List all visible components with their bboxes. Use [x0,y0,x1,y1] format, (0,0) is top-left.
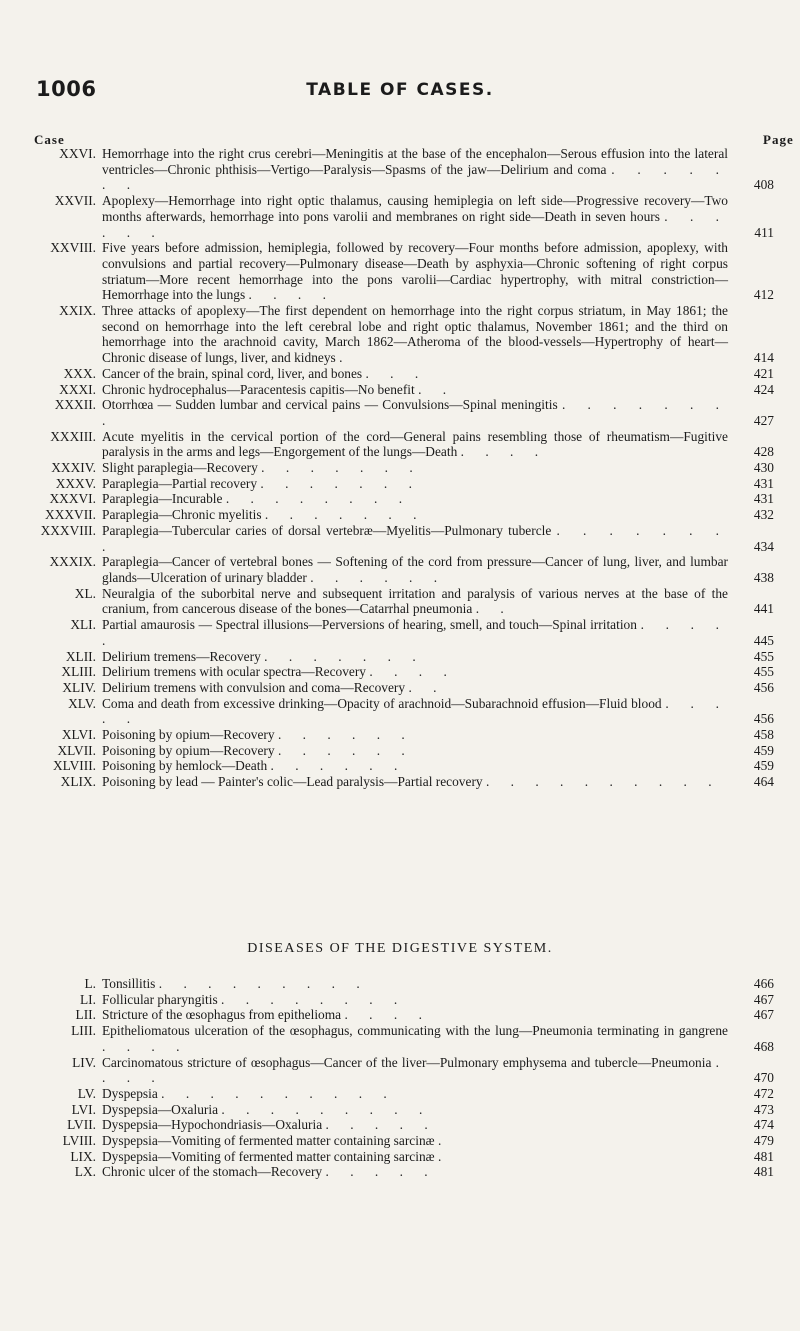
case-number: LVIII. [62,1133,96,1149]
dot-leader: . . . . . . . . [102,397,728,428]
page-column-label: Page [763,132,794,147]
case-text: Epitheliomatous ulceration of the œsophagus, communicating with the lung—Pneumonia terminating in gangrene [102,1023,728,1039]
case-entry [0,586,800,617]
dot-leader: . . . . . . . [264,507,426,523]
dot-leader: . [339,350,352,366]
case-number: LII. [75,1007,96,1023]
case-entry [0,1055,800,1086]
case-number: XLIII. [61,664,96,680]
case-entry [0,743,800,759]
case-text: Acute myelitis in the cervical portion of the cord—General pains resembling those of rheumatism—Fugitive paralysis in the arms and legs—Engorgement of the lungs—Death [102,428,728,460]
case-entry [0,429,800,460]
dot-leader: . . . . . . . [260,475,421,491]
case-column-label: Case [34,132,65,147]
case-entry [0,491,800,507]
dot-leader: . . . . . . . [264,648,425,664]
case-description [102,1117,728,1133]
case-description [102,743,728,759]
case-entry [0,1149,800,1165]
page-number: 1006 [36,77,97,101]
case-page-number: 464 [753,774,774,790]
dot-leader: . . . . . . . . [225,491,412,507]
case-description [102,992,728,1008]
case-text: Dyspepsia—Vomiting of fermented matter containing sarcinæ [102,1148,435,1164]
case-page-number: 459 [753,742,774,758]
case-description [102,366,728,382]
case-text: Three attacks of apoplexy—The first dependent on hemorrhage into the right corpus striatum, in May 1861; the second on hemorrhage into the left cerebral lobe and right optic thalamus, November 1861; and the third on hemorrhage into the arachnoid cavity, March 1862—Atheroma of the blood-vessels—Hypertrophy of heart—Chronic disease of lungs, liver, and kidneys [102,303,728,366]
case-number: XXXV. [55,475,96,491]
case-page-number: 438 [753,569,774,585]
dot-leader: . . . . . [325,1164,437,1180]
case-page-number: 432 [753,507,774,523]
case-description [102,617,728,648]
case-page-number: 428 [753,444,774,460]
case-description [102,507,728,523]
case-page-number: 455 [753,648,774,664]
case-text: Poisoning by opium—Recovery [102,742,275,758]
case-page-number: 445 [753,632,774,648]
case-entry [0,397,800,428]
case-entry [0,1133,800,1149]
case-entry [0,1023,800,1054]
case-description [102,1007,728,1023]
case-text: Otorrhœa — Sudden lumbar and cervical pains — Convulsions—Spinal meningitis [102,397,558,413]
case-description [102,758,728,774]
dot-leader: . . . . [369,664,456,680]
case-description [102,1086,728,1102]
case-page-number: 472 [753,1085,774,1101]
case-number: LVI. [71,1101,96,1117]
case-number: XLVII. [57,742,96,758]
case-number: XLVI. [61,727,96,743]
case-description [102,1149,728,1165]
dot-leader: . . . . . . . [261,460,422,476]
case-page-number: 481 [753,1164,774,1180]
case-number: XLII. [65,648,96,664]
dot-leader: . . . . . . . . . . [161,1085,396,1101]
case-text: Paraplegia—Chronic myelitis [102,507,262,523]
case-entry [0,664,800,680]
dot-leader: . . . . [102,1054,728,1086]
case-description [102,397,728,428]
case-description [102,664,728,680]
case-description [102,1102,728,1118]
case-number: XXX. [63,365,96,381]
case-number: LI. [80,991,96,1007]
case-page-number: 459 [753,758,774,774]
case-entry [0,758,800,774]
case-text: Delirium tremens with convulsion and coma—Recovery [102,679,406,695]
case-entry [0,1164,800,1180]
case-page-number: 434 [753,538,774,554]
case-description [102,429,728,460]
case-description [102,554,728,585]
case-text: Hemorrhage into the right crus cerebri—Meningitis at the base of the encephalon—Serous effusion into the lateral ventricles—Chronic phthisis—Vertigo—Paralysis—Spasms of the jaw—Delirium and coma [102,146,728,177]
case-text: Stricture of the œsophagus from epithelioma [102,1007,342,1023]
dot-leader: . . . . [248,287,335,303]
case-entry [0,523,800,554]
case-entry [0,1086,800,1102]
case-text: Slight paraplegia—Recovery [102,460,258,476]
case-page-number: 474 [753,1117,774,1133]
case-description [102,382,728,398]
case-text: Paraplegia—Partial recovery [102,475,258,491]
case-entry [0,696,800,727]
dot-leader: . . . . . . . . [221,991,407,1007]
nervous-cases-list [0,146,800,790]
case-entry [0,976,800,992]
dot-leader: . . . . . . . [102,161,728,193]
case-entry [0,774,800,790]
case-number: LVII. [67,1117,96,1133]
case-text: Chronic ulcer of the stomach—Recovery [102,1164,323,1180]
dot-leader: . . . . . [102,617,728,648]
dot-leader: . . . . [460,444,548,460]
case-description [102,491,728,507]
case-page-number: 412 [753,287,774,303]
case-page-number: 431 [753,491,774,507]
case-description [102,193,728,240]
dot-leader: . . [475,601,513,617]
case-entry [0,366,800,382]
case-number: XXXIII. [50,428,96,444]
case-description [102,476,728,492]
case-description [102,460,728,476]
case-text: Dyspepsia [102,1085,158,1101]
case-page-number: 467 [753,991,774,1007]
case-text: Tonsillitis [102,976,156,991]
case-description [102,696,728,727]
case-text: Paraplegia—Incurable [102,491,223,507]
case-text: Delirium tremens—Recovery [102,648,261,664]
case-text: Carcinomatous stricture of œsophagus—Cancer of the liver—Pulmonary emphysema and tubercle—Pneumonia [102,1054,712,1070]
case-text: Poisoning by opium—Recovery [102,727,275,743]
dot-leader: . . . . . . [277,727,414,743]
digestive-cases-list [0,976,800,1180]
case-entry [0,1102,800,1118]
case-entry [0,649,800,665]
case-number: XXIX. [59,303,96,319]
dot-leader: . [437,1133,451,1149]
case-number: XXXI. [59,381,96,397]
case-text: Dyspepsia—Hypochondriasis—Oxaluria [102,1117,323,1133]
case-page-number: 481 [753,1148,774,1164]
case-text: Cancer of the brain, spinal cord, liver, and bones [102,365,363,381]
case-page-number: 468 [753,1038,774,1054]
case-page-number: 467 [753,1007,774,1023]
case-description [102,303,728,366]
case-number: XL. [74,585,96,601]
case-text: Coma and death from excessive drinking—Opacity of arachnoid—Subarachnoid effusion—Fluid blood [102,695,662,711]
case-description [102,1023,728,1054]
case-page-number: 441 [753,601,774,617]
case-entry [0,554,800,585]
case-number: XXXVII. [45,507,96,523]
dot-leader: . [437,1148,451,1164]
section-heading: DISEASES OF THE DIGESTIVE SYSTEM. [247,941,553,956]
case-number: XXXIV. [51,460,96,476]
case-number: XLIX. [60,774,96,790]
dot-leader: . . . . . . . . [102,522,728,554]
case-description [102,1133,728,1149]
case-number: XXVIII. [50,240,96,256]
case-number: XXVII. [54,193,96,209]
case-text: Five years before admission, hemiplegia, followed by recovery—Four months before admission, apoplexy, with convulsions and partial recovery—Pulmonary disease—Death by asphyxia—Chronic softening of right corpus striatum—More recent hemorrhage into the pons varolii—Cardiac hypertrophy, with mitral constriction—Hemorrhage into the lungs [102,240,728,303]
case-page-number: 479 [753,1133,774,1149]
case-text: Dyspepsia—Oxaluria [102,1101,219,1117]
case-page-number: 427 [753,412,774,428]
case-page-number: 466 [753,976,774,991]
case-number: LIII. [71,1023,96,1039]
case-entry [0,617,800,648]
case-text: Paraplegia—Tubercular caries of dorsal vertebræ—Myelitis—Pulmonary tubercle [102,522,552,538]
dot-leader: . . . . . . [102,208,728,240]
case-description [102,1164,728,1180]
case-text: Poisoning by lead — Painter's colic—Lead paralysis—Partial recovery [102,774,483,790]
case-entry [0,303,800,366]
case-text: Apoplexy—Hemorrhage into right optic thalamus, causing hemiplegia on left side—Progressive recovery—Two months afterwards, hemorrhage into pons varolii and membranes on right side—Death in seven hours [102,193,728,224]
case-page-number: 473 [753,1101,774,1117]
dot-leader: . . . . . . [270,758,407,774]
case-page-number: 470 [753,1070,774,1086]
case-text: Paraplegia—Cancer of vertebral bones — Softening of the cord from pressure—Cancer of lung, liver, and lumbar glands—Ulceration of urinary bladder [102,554,728,585]
case-text: Delirium tremens with ocular spectra—Recovery [102,664,367,680]
case-page-number: 421 [753,365,774,381]
case-number: LIX. [70,1148,96,1164]
case-page-number: 431 [753,475,774,491]
case-entry [0,382,800,398]
dot-leader: . . . [365,365,428,381]
dot-leader: . . . . . . . . . [158,976,369,991]
case-text: Partial amaurosis — Spectral illusions—Perversions of hearing, smell, and touch—Spinal irritation [102,617,637,633]
case-entry [0,992,800,1008]
case-entry [0,1117,800,1133]
case-description [102,774,728,790]
case-number: LIV. [72,1054,96,1070]
case-number: XXVI. [59,146,96,161]
case-description [102,523,728,554]
case-number: XLV. [68,695,96,711]
case-number: LX. [74,1164,96,1180]
case-entry [0,680,800,696]
case-page-number: 430 [753,460,774,476]
case-description [102,727,728,743]
dot-leader: . . [408,679,446,695]
dot-leader: . . . . . [102,695,728,727]
dot-leader: . . . . . . [310,569,447,585]
case-entry [0,240,800,303]
case-entry [0,1007,800,1023]
dot-leader: . . . . . . . . . . [485,774,721,790]
case-description [102,1055,728,1086]
case-text: Follicular pharyngitis [102,991,218,1007]
case-text: Poisoning by hemlock—Death [102,758,268,774]
case-page-number: 424 [753,381,774,397]
case-text: Chronic hydrocephalus—Paracentesis capitis—No benefit [102,381,415,397]
case-description [102,586,728,617]
case-page-number: 408 [753,177,774,193]
dot-leader: . . . . [102,1038,189,1054]
case-description [102,649,728,665]
case-entry [0,146,800,193]
case-number: XXXII. [54,397,96,413]
case-number: XXXVIII. [40,522,96,538]
case-entry [0,193,800,240]
dot-leader: . . . . . . [277,742,414,758]
case-text: Dyspepsia—Vomiting of fermented matter containing sarcinæ [102,1133,435,1149]
case-number: XLI. [70,617,96,633]
case-entry [0,476,800,492]
case-number: XLVIII. [52,758,96,774]
dot-leader: . . [418,381,456,397]
case-page-number: 456 [753,679,774,695]
dot-leader: . . . . . . . . . [221,1101,432,1117]
case-entry [0,507,800,523]
case-description [102,240,728,303]
case-page-number: 455 [753,664,774,680]
case-page-number: 411 [754,224,774,240]
case-number: LV. [77,1085,96,1101]
case-description [102,680,728,696]
case-entry [0,460,800,476]
case-number: XXXIX. [49,554,96,570]
case-page-number: 458 [753,727,774,743]
case-text: Neuralgia of the suborbital nerve and subsequent irritation and paralysis of various nerves at the base of the cranium, from cancerous disease of the bones—Catarrhal pneumonia [102,585,728,617]
case-number: XLIV. [62,679,96,695]
case-page-number: 414 [753,350,774,366]
case-description [102,146,728,193]
case-number: L. [84,976,96,991]
case-page-number: 456 [753,711,774,727]
case-number: XXXVI. [49,491,96,507]
running-title: TABLE OF CASES. [306,80,494,100]
dot-leader: . . . . . [325,1117,437,1133]
dot-leader: . . . . [344,1007,431,1023]
case-description [102,976,728,992]
case-entry [0,727,800,743]
